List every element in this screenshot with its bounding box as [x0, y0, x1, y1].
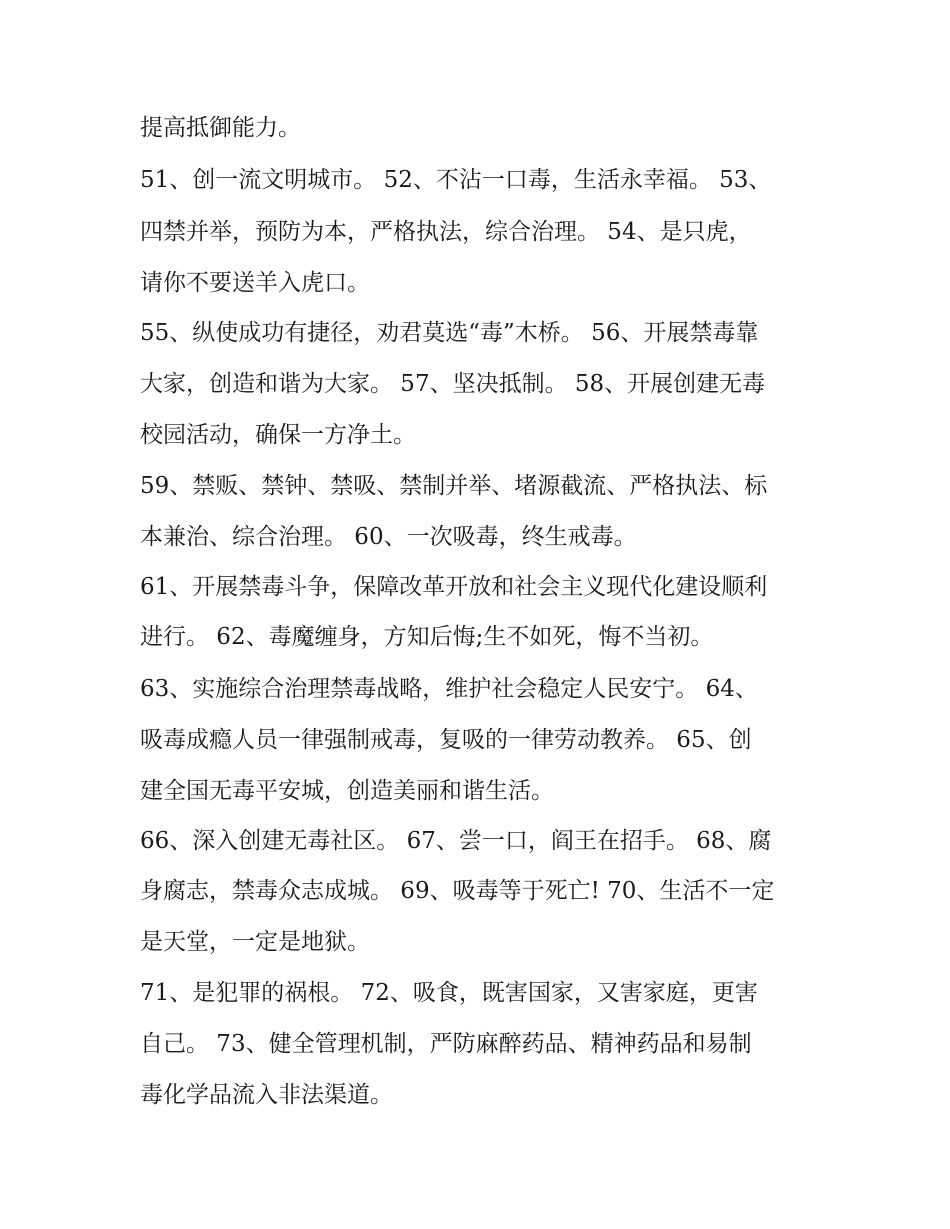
- text-line: 身腐志，禁毒众志成城。 69、吸毒等于死亡! 70、生活不一定: [140, 878, 775, 904]
- text-line: 71、是犯罪的祸根。 72、吸食，既害国家，又害家庭，更害: [140, 980, 758, 1006]
- text-line: 提高抵御能力。: [140, 115, 301, 141]
- text-line: 校园活动，确保一方净土。: [140, 422, 416, 448]
- text-line: 61、开展禁毒斗争，保障改革开放和社会主义现代化建设顺利: [140, 574, 768, 600]
- text-line: 是天堂，一定是地狱。: [140, 929, 370, 955]
- text-line: 请你不要送羊入虎口。: [140, 270, 370, 296]
- text-line: 59、禁贩、禁钟、禁吸、禁制并举、堵源截流、严格执法、标: [140, 473, 768, 499]
- text-line: 66、深入创建无毒社区。 67、尝一口，阎王在招手。 68、腐: [140, 828, 772, 854]
- text-line: 毒化学品流入非法渠道。: [140, 1082, 393, 1108]
- text-line: 本兼治、综合治理。 60、一次吸毒，终生戒毒。: [140, 524, 637, 550]
- text-line: 建全国无毒平安城，创造美丽和谐生活。: [140, 778, 554, 804]
- text-line: 吸毒成瘾人员一律强制戒毒，复吸的一律劳动教养。 65、创: [140, 727, 752, 753]
- text-line: 大家，创造和谐为大家。 57、坚决抵制。 58、开展创建无毒: [140, 371, 766, 397]
- text-line: 63、实施综合治理禁毒战略，维护社会稳定人民安宁。 64、: [140, 676, 758, 702]
- text-line: 自己。 73、健全管理机制，严防麻醉药品、精神药品和易制: [140, 1031, 752, 1057]
- text-line: 进行。 62、毒魔缠身，方知后悔;生不如死，悔不当初。: [140, 624, 714, 650]
- text-line: 51、创一流文明城市。 52、不沾一口毒，生活永幸福。 53、: [140, 167, 772, 193]
- text-line: 四禁并举，预防为本，严格执法，综合治理。 54、是只虎，: [140, 219, 752, 245]
- text-line: 55、纵使成功有捷径，劝君莫选“毒”木桥。 56、开展禁毒靠: [140, 320, 759, 346]
